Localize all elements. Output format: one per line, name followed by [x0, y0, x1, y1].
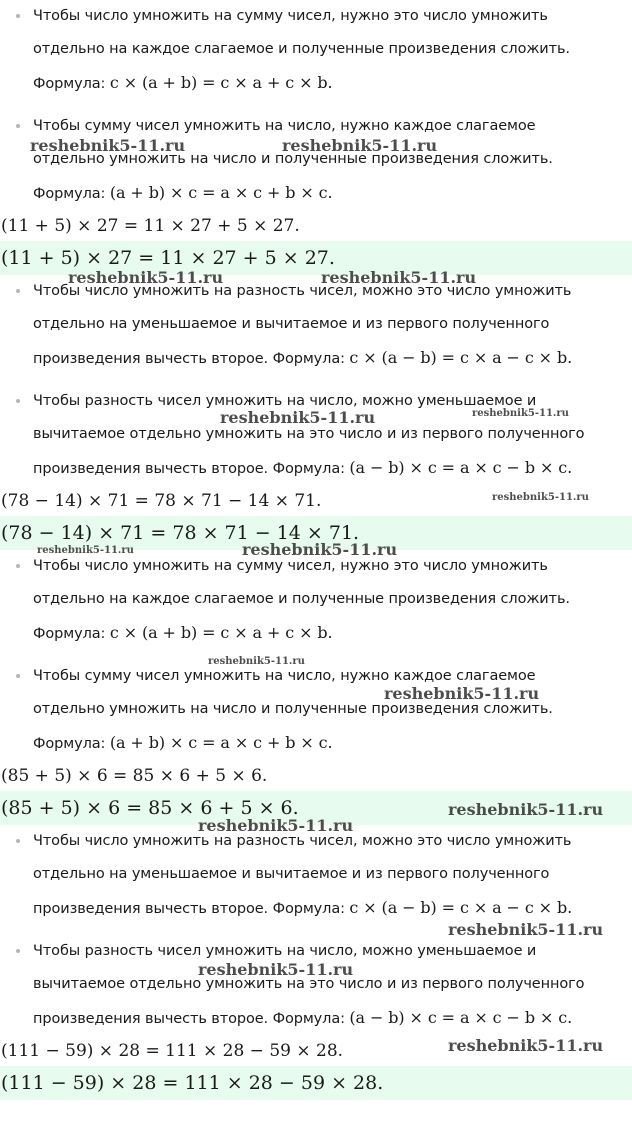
- formula: c × (a + b) = c × a + c × b.: [109, 623, 333, 642]
- rule-text-line: произведения вычесть второе. Формула:: [33, 461, 345, 477]
- watermark: reshebnik5-11.ru: [384, 684, 540, 703]
- equation-highlighted: (111 − 59) × 28 = 111 × 28 − 59 × 28.: [0, 1066, 632, 1100]
- rule-text-line: произведения вычесть второе. Формула:: [33, 351, 345, 367]
- rule-formula-line: [33, 1001, 626, 1036]
- watermark: reshebnik5-11.ru: [220, 408, 376, 427]
- watermark: reshebnik5-11.ru: [198, 960, 354, 979]
- watermark: reshebnik5-11.ru: [448, 1036, 604, 1055]
- watermark: reshebnik5-11.ru: [321, 268, 477, 287]
- rule-formula-line: [33, 726, 626, 761]
- rule-text-line: Чтобы число умножить на сумму чисел, нужно это число умножить: [33, 558, 548, 574]
- watermark: reshebnik5-11.ru: [472, 408, 569, 419]
- watermark: reshebnik5-11.ru: [208, 656, 305, 667]
- watermark: reshebnik5-11.ru: [198, 816, 354, 835]
- formula-label: Формула:: [33, 626, 106, 642]
- rule-bullet: [0, 550, 632, 651]
- rule-text-line: отдельно на уменьшаемое и вычитаемое и из первого полученного: [33, 316, 550, 332]
- equation: (85 + 5) × 6 = 85 × 6 + 5 × 6.: [1, 766, 268, 786]
- rule-bullet: [0, 825, 632, 926]
- rule-bullet: [0, 385, 632, 486]
- rule-text-line: Чтобы разность чисел умножить на число, можно уменьшаемое и: [33, 943, 537, 959]
- formula-label: Формула:: [33, 736, 106, 752]
- rule-formula-line: [33, 616, 626, 651]
- rule-formula-line: [33, 451, 626, 486]
- rule-text-line: Чтобы число умножить на сумму чисел, нужно это число умножить: [33, 8, 548, 24]
- formula: (a + b) × c = a × c + b × c.: [109, 733, 333, 752]
- equation: (111 − 59) × 28 = 111 × 28 − 59 × 28.: [1, 1041, 344, 1061]
- formula: (a − b) × c = a × c − b × c.: [349, 458, 573, 477]
- rule-bullet: [0, 0, 632, 101]
- rule-text-line: отдельно умножить на число и полученные произведения сложить.: [33, 701, 553, 717]
- rule-bullet: [0, 660, 632, 761]
- watermark: reshebnik5-11.ru: [68, 268, 224, 287]
- equation-highlighted: (11 + 5) × 27 = 11 × 27 + 5 × 27.: [0, 241, 632, 275]
- formula: (a + b) × c = a × c + b × c.: [109, 183, 333, 202]
- watermark: reshebnik5-11.ru: [282, 136, 438, 155]
- rule-formula-line: [33, 341, 626, 376]
- formula-label: Формула:: [33, 76, 106, 92]
- rule-text-line: Чтобы сумму чисел умножить на число, нужно каждое слагаемое: [33, 118, 536, 134]
- rule-formula-line: [33, 66, 626, 101]
- rule-bullet: [0, 935, 632, 1036]
- rule-text-line: произведения вычесть второе. Формула:: [33, 1011, 345, 1027]
- rule-text-line: Чтобы разность чисел умножить на число, можно уменьшаемое и: [33, 393, 537, 409]
- rule-text-line: отдельно на уменьшаемое и вычитаемое и из первого полученного: [33, 866, 550, 882]
- rule-text-line: вычитаемое отдельно умножить на это число и из первого полученного: [33, 976, 585, 992]
- watermark: reshebnik5-11.ru: [448, 920, 604, 939]
- rule-text-line: отдельно на каждое слагаемое и полученные произведения сложить.: [33, 41, 570, 57]
- formula: c × (a − b) = c × a − c × b.: [349, 348, 573, 367]
- formula: c × (a + b) = c × a + c × b.: [109, 73, 333, 92]
- rule-text-line: Чтобы число умножить на разность чисел, можно это число умножить: [33, 283, 572, 299]
- rule-bullet: [0, 110, 632, 211]
- rule-bullet: [0, 275, 632, 376]
- formula: (a − b) × c = a × c − b × c.: [349, 1008, 573, 1027]
- rule-formula-line: [33, 176, 626, 211]
- equation-highlighted: (78 − 14) × 71 = 78 × 71 − 14 × 71.: [0, 516, 632, 550]
- watermark: reshebnik5-11.ru: [30, 136, 186, 155]
- equation-highlighted: (85 + 5) × 6 = 85 × 6 + 5 × 6.: [0, 791, 632, 825]
- rule-text-line: произведения вычесть второе. Формула:: [33, 901, 345, 917]
- formula: c × (a − b) = c × a − c × b.: [349, 898, 573, 917]
- rule-text-line: Чтобы число умножить на разность чисел, можно это число умножить: [33, 833, 572, 849]
- equation: (11 + 5) × 27 = 11 × 27 + 5 × 27.: [1, 216, 300, 236]
- watermark: reshebnik5-11.ru: [242, 540, 398, 559]
- watermark: reshebnik5-11.ru: [448, 800, 604, 819]
- rule-text-line: отдельно на каждое слагаемое и полученные произведения сложить.: [33, 591, 570, 607]
- formula-label: Формула:: [33, 186, 106, 202]
- rule-text-line: вычитаемое отдельно умножить на это число и из первого полученного: [33, 426, 585, 442]
- rule-text-line: Чтобы сумму чисел умножить на число, нужно каждое слагаемое: [33, 668, 536, 684]
- watermark: reshebnik5-11.ru: [37, 545, 134, 556]
- rule-text-line: отдельно умножить на число и полученные произведения сложить.: [33, 151, 553, 167]
- watermark: reshebnik5-11.ru: [492, 492, 589, 503]
- equation: (78 − 14) × 71 = 78 × 71 − 14 × 71.: [1, 491, 322, 511]
